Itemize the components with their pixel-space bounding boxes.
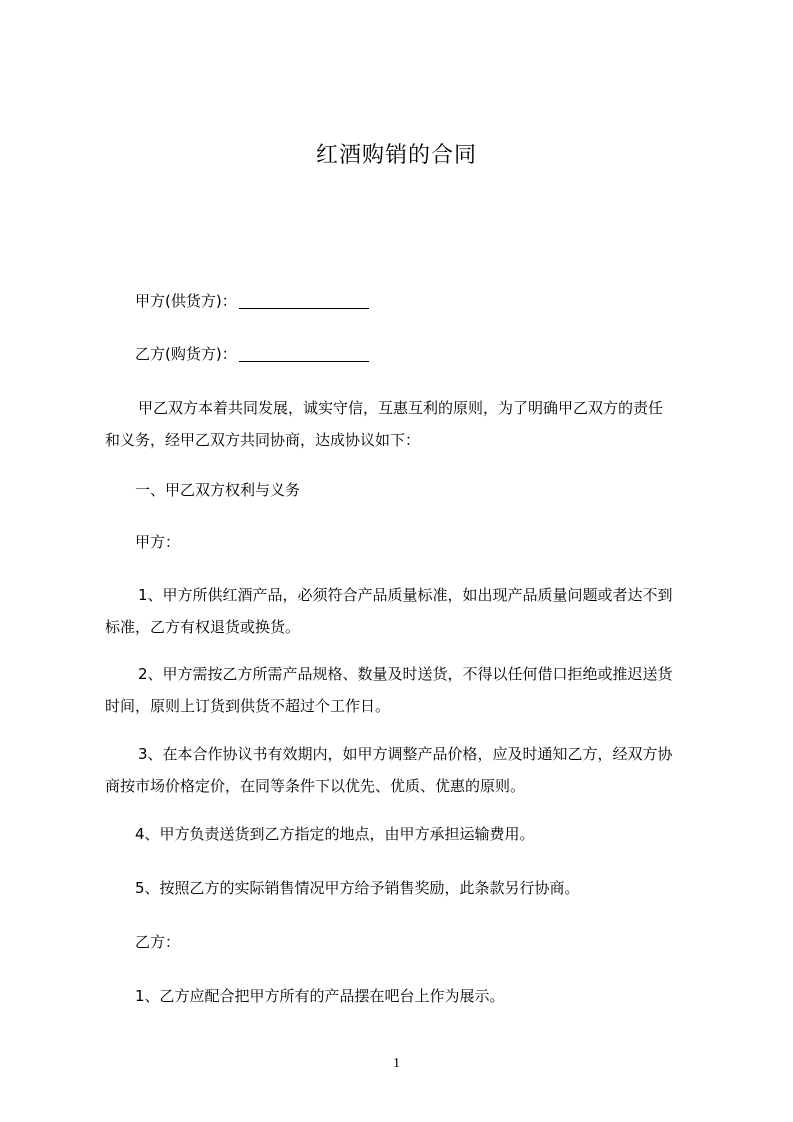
party-b-blank bbox=[239, 347, 369, 362]
party-a-clause-3 bbox=[105, 738, 715, 802]
party-a-clause-4: 4、甲方负责送货到乙方指定的地点，由甲方承担运输费用。 bbox=[135, 825, 535, 843]
party-b-label: 乙方(购货方)： bbox=[135, 345, 237, 363]
party-b-heading: 乙方： bbox=[135, 933, 181, 951]
document-title: 红酒购销的合同 bbox=[315, 143, 477, 168]
party-a-heading: 甲方： bbox=[135, 533, 181, 551]
intro-paragraph bbox=[105, 392, 715, 456]
clause-line-2: 时间，原则上订货到供货不超过个工作日。 bbox=[105, 697, 391, 715]
party-a-field bbox=[105, 285, 715, 317]
party-a-label: 甲方(供货方)： bbox=[135, 292, 237, 310]
clause-line-1: 1、甲方所供红酒产品，必须符合产品质量标准，如出现产品质量问题或者达不到 bbox=[138, 586, 673, 604]
party-a-clause-2 bbox=[105, 658, 715, 722]
clause-line-1: 3、在本合作协议书有效期内，如甲方调整产品价格，应及时通知乙方，经双方协 bbox=[138, 745, 673, 763]
clause-line-2: 商按市场价格定价，在同等条件下以优先、优质、优惠的原则。 bbox=[105, 777, 526, 795]
intro-line-1: 甲乙双方本着共同发展，诚实守信，互惠互利的原则，为了明确甲乙双方的责任 bbox=[138, 399, 664, 417]
clause-line-2: 标准，乙方有权退货或换货。 bbox=[105, 618, 301, 636]
party-b-field bbox=[105, 338, 715, 370]
party-a-clause-1 bbox=[105, 579, 715, 643]
party-a-clause-5: 5、按照乙方的实际销售情况甲方给予销售奖励，此条款另行协商。 bbox=[135, 879, 580, 897]
intro-line-2: 和义务，经甲乙双方共同协商，达成协议如下： bbox=[105, 431, 421, 449]
party-a-blank bbox=[239, 294, 369, 309]
page-number: 1 bbox=[393, 1056, 400, 1071]
party-b-clause-1: 1、乙方应配合把甲方所有的产品摆在吧台上作为展示。 bbox=[135, 987, 505, 1005]
section-1-heading: 一、甲乙双方权利与义务 bbox=[135, 481, 301, 499]
clause-line-1: 2、甲方需按乙方所需产品规格、数量及时送货，不得以任何借口拒绝或推迟送货 bbox=[138, 665, 673, 683]
